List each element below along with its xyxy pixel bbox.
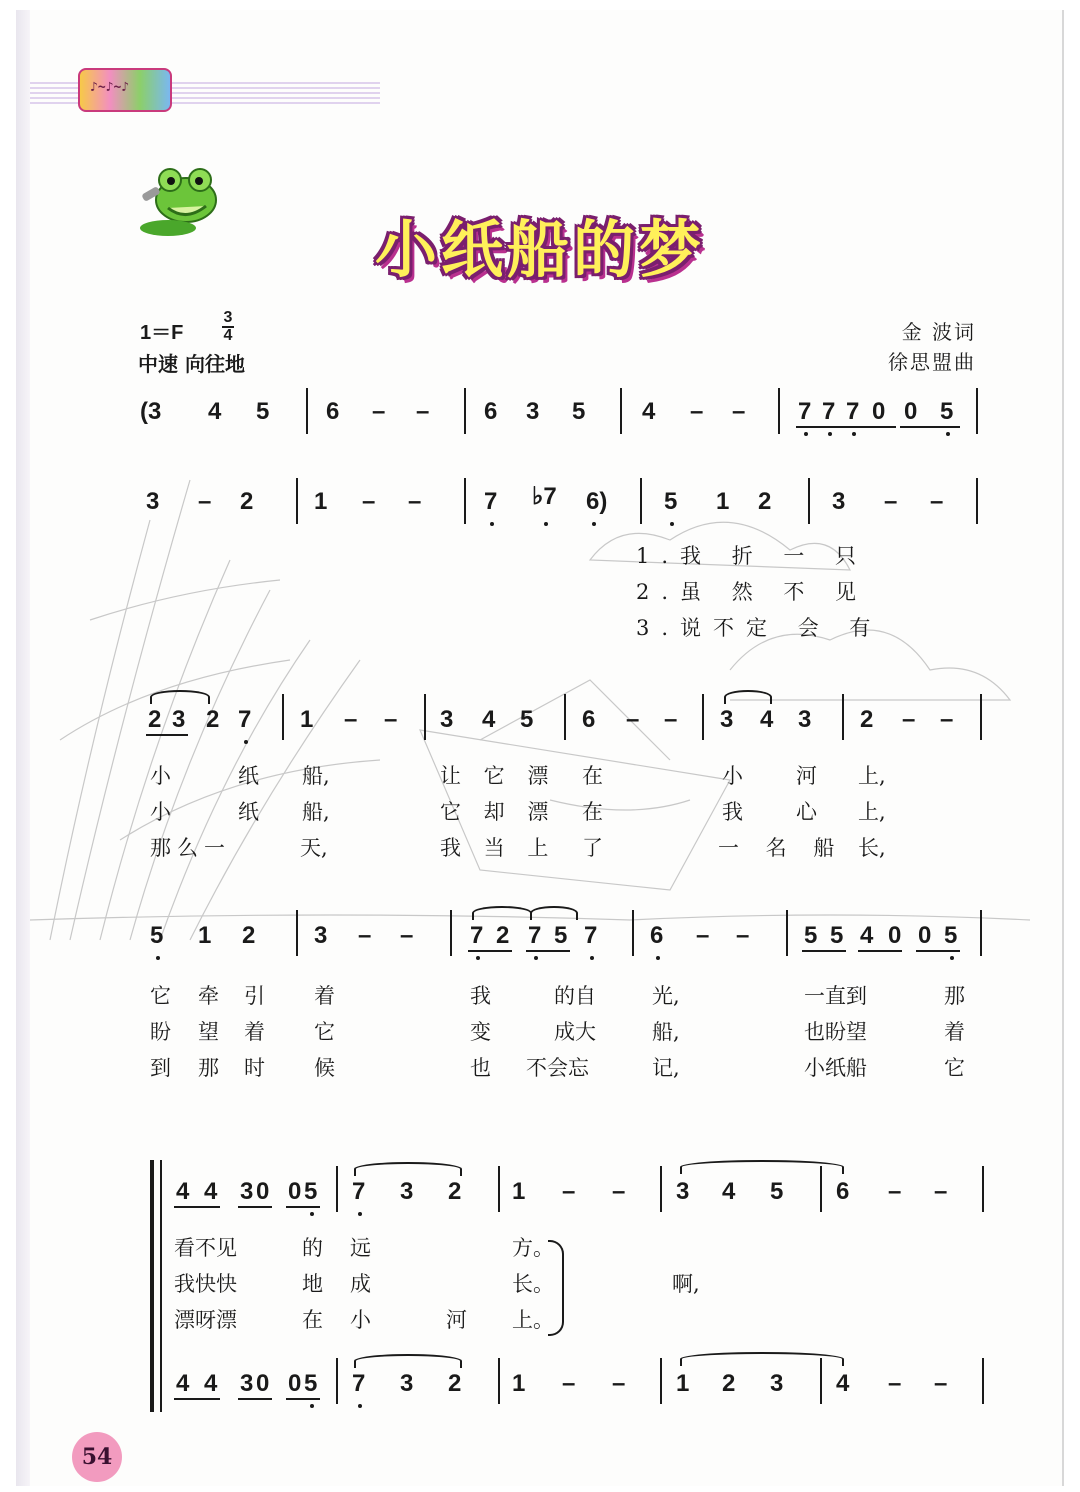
lyric: 它 bbox=[150, 984, 171, 1008]
low-octave-dot bbox=[310, 1404, 314, 1408]
lyric: 光, bbox=[652, 984, 680, 1008]
note: – bbox=[562, 1370, 576, 1397]
note: – bbox=[884, 488, 898, 515]
slur bbox=[530, 906, 578, 920]
note: 2 bbox=[860, 706, 874, 733]
lyric: 盼 bbox=[150, 1020, 171, 1044]
note: 7 bbox=[352, 1370, 366, 1397]
lyric: 时 bbox=[244, 1056, 265, 1080]
note: 5 bbox=[256, 398, 270, 425]
note: 3 bbox=[720, 706, 734, 733]
song-title: 小纸船的梦 bbox=[374, 213, 705, 286]
note: – bbox=[664, 706, 678, 733]
note: – bbox=[930, 488, 944, 515]
note: 2 bbox=[206, 706, 220, 733]
barline bbox=[820, 1358, 822, 1404]
note: – bbox=[612, 1178, 626, 1205]
underline bbox=[796, 426, 896, 428]
note: 3 bbox=[400, 1370, 414, 1397]
barline bbox=[632, 910, 634, 956]
lyric: 变 bbox=[470, 1020, 491, 1044]
barline bbox=[982, 1166, 984, 1212]
note: 0 bbox=[288, 1178, 302, 1205]
barline bbox=[660, 1358, 662, 1404]
note: 7 bbox=[798, 398, 812, 425]
barline bbox=[450, 910, 452, 956]
lyric: 一直到 bbox=[804, 984, 867, 1008]
note: 0 bbox=[918, 922, 932, 949]
note: 2 bbox=[758, 488, 772, 515]
note: 6 bbox=[836, 1178, 850, 1205]
note: 4 bbox=[176, 1370, 190, 1397]
lyric: 它 bbox=[314, 1020, 335, 1044]
verse-1-lyric: 1.我 折 一 只 bbox=[636, 544, 869, 568]
note: 4 bbox=[860, 922, 874, 949]
lyric: 我 bbox=[470, 984, 491, 1008]
composer-credit: 徐思盟曲 bbox=[888, 350, 976, 374]
note: ♭7 bbox=[532, 483, 557, 510]
underline bbox=[174, 1398, 220, 1400]
lyric: 我 bbox=[722, 800, 743, 824]
system-bracket-line bbox=[160, 1160, 162, 1412]
note: 4 bbox=[760, 706, 774, 733]
lyric: 在 bbox=[582, 764, 603, 788]
underline bbox=[286, 1398, 320, 1400]
lyric: 在 bbox=[582, 800, 603, 824]
note: 0 bbox=[256, 1370, 270, 1397]
note: 7 bbox=[846, 398, 860, 425]
lyric: 牵 bbox=[198, 984, 219, 1008]
note: 6) bbox=[586, 488, 608, 515]
note: – bbox=[934, 1178, 948, 1205]
lyric: 小 bbox=[150, 764, 171, 788]
barline bbox=[296, 910, 298, 956]
note: – bbox=[612, 1370, 626, 1397]
low-octave-dot bbox=[156, 956, 160, 960]
note: 5 bbox=[664, 488, 678, 515]
barline bbox=[296, 478, 298, 524]
low-octave-dot bbox=[946, 432, 950, 436]
note: 3 bbox=[798, 706, 812, 733]
lyric: 纸 bbox=[238, 800, 259, 824]
note: – bbox=[940, 706, 954, 733]
note: 7 bbox=[484, 488, 498, 515]
barline bbox=[640, 478, 642, 524]
lyric: 船, bbox=[302, 800, 330, 824]
verse-3-lyric: 3.说不定 会 有 bbox=[636, 616, 883, 640]
note: 7 bbox=[528, 922, 542, 949]
lyric: 我 当 上 bbox=[440, 836, 557, 860]
note: 1 bbox=[676, 1370, 690, 1397]
lyric: 上, bbox=[858, 764, 886, 788]
barline bbox=[424, 694, 426, 740]
note: 5 bbox=[520, 706, 534, 733]
low-octave-dot bbox=[852, 432, 856, 436]
barline bbox=[842, 694, 844, 740]
lyric: 着 bbox=[244, 1020, 265, 1044]
underline bbox=[916, 950, 960, 952]
note: 5 bbox=[554, 922, 568, 949]
low-octave-dot bbox=[950, 956, 954, 960]
lyric: 候 bbox=[314, 1056, 335, 1080]
note: – bbox=[902, 706, 916, 733]
lyric: 它 bbox=[944, 1056, 965, 1080]
barline bbox=[976, 388, 978, 434]
note: 5 bbox=[770, 1178, 784, 1205]
lyric: 那么一 bbox=[150, 836, 231, 860]
note: 4 bbox=[204, 1178, 218, 1205]
note: – bbox=[732, 398, 746, 425]
underline bbox=[900, 426, 960, 428]
key-signature: 1＝F bbox=[140, 322, 184, 344]
note: – bbox=[696, 922, 710, 949]
note: – bbox=[888, 1370, 902, 1397]
time-signature: 3 4 bbox=[223, 309, 233, 344]
note: 1 bbox=[198, 922, 212, 949]
note: – bbox=[626, 706, 640, 733]
barline bbox=[980, 910, 982, 956]
lyric: 纸 bbox=[238, 764, 259, 788]
note: – bbox=[690, 398, 704, 425]
slur bbox=[150, 690, 210, 704]
low-octave-dot bbox=[656, 956, 660, 960]
lyric: 地 bbox=[302, 1272, 323, 1296]
low-octave-dot bbox=[804, 432, 808, 436]
note: 4 bbox=[176, 1178, 190, 1205]
lyric: 的 bbox=[302, 1236, 323, 1260]
note: 6 bbox=[650, 922, 664, 949]
lyric: 引 bbox=[244, 984, 265, 1008]
note: 1 bbox=[314, 488, 328, 515]
note: – bbox=[400, 922, 414, 949]
barline bbox=[564, 694, 566, 740]
note: 5 bbox=[572, 398, 586, 425]
lyric: 小纸船 bbox=[804, 1056, 867, 1080]
note: 3 bbox=[676, 1178, 690, 1205]
accordion-badge-icon: ♪~♪~♪ bbox=[78, 68, 172, 112]
lyric: 了 bbox=[582, 836, 603, 860]
note: 3 bbox=[240, 1370, 254, 1397]
note: 3 bbox=[440, 706, 454, 733]
note: – bbox=[384, 706, 398, 733]
note: 0 bbox=[256, 1178, 270, 1205]
low-octave-dot bbox=[828, 432, 832, 436]
lyric: 看不见 bbox=[174, 1236, 237, 1260]
lyric: 着 bbox=[944, 1020, 965, 1044]
low-octave-dot bbox=[358, 1404, 362, 1408]
lyric: 天, bbox=[300, 836, 328, 860]
lyric: 成 bbox=[350, 1272, 371, 1296]
lyric: 小 bbox=[350, 1308, 371, 1332]
barline bbox=[976, 478, 978, 524]
underline bbox=[174, 1206, 220, 1208]
note: 4 bbox=[722, 1178, 736, 1205]
note: 2 bbox=[242, 922, 256, 949]
lyric: 着 bbox=[314, 984, 335, 1008]
note: 0 bbox=[288, 1370, 302, 1397]
underline bbox=[286, 1206, 320, 1208]
low-octave-dot bbox=[590, 956, 594, 960]
barline bbox=[498, 1358, 500, 1404]
note: 2 bbox=[148, 706, 162, 733]
lyric: 小 bbox=[150, 800, 171, 824]
interjection-lyric: 啊, bbox=[672, 1272, 700, 1296]
note: 5 bbox=[940, 398, 954, 425]
slur bbox=[724, 690, 772, 704]
page-number: 54 bbox=[72, 1432, 122, 1482]
barline bbox=[982, 1358, 984, 1404]
low-octave-dot bbox=[534, 956, 538, 960]
note: 6 bbox=[326, 398, 340, 425]
note: 2 bbox=[448, 1178, 462, 1205]
lyric: 漂呀漂 bbox=[174, 1308, 237, 1332]
verse-brace bbox=[548, 1240, 564, 1336]
low-octave-dot bbox=[476, 956, 480, 960]
note: 3 bbox=[146, 488, 160, 515]
note: 2 bbox=[496, 922, 510, 949]
note: 2 bbox=[448, 1370, 462, 1397]
underline bbox=[802, 950, 846, 952]
note: 6 bbox=[582, 706, 596, 733]
lyric: 一 名 船 bbox=[718, 836, 845, 860]
lyric: 河 bbox=[796, 764, 817, 788]
note: – bbox=[562, 1178, 576, 1205]
lyric: 它 却 漂 bbox=[440, 800, 557, 824]
note: – bbox=[358, 922, 372, 949]
note: 4 bbox=[208, 398, 222, 425]
lyric: 河 bbox=[446, 1308, 467, 1332]
barline bbox=[786, 910, 788, 956]
low-octave-dot bbox=[490, 522, 494, 526]
note: 2 bbox=[240, 488, 254, 515]
note: 1 bbox=[512, 1370, 526, 1397]
lyric: 小 bbox=[722, 764, 743, 788]
note: 7 bbox=[238, 706, 252, 733]
barline bbox=[778, 388, 780, 434]
low-octave-dot bbox=[544, 522, 548, 526]
note: 5 bbox=[944, 922, 958, 949]
note: 3 bbox=[770, 1370, 784, 1397]
lyric: 远 bbox=[350, 1236, 371, 1260]
note: 5 bbox=[150, 922, 164, 949]
barline bbox=[464, 388, 466, 434]
note: – bbox=[934, 1370, 948, 1397]
barline bbox=[464, 478, 466, 524]
lyric: 上。 bbox=[512, 1308, 554, 1332]
note: 6 bbox=[484, 398, 498, 425]
lyricist-credit: 金 波词 bbox=[901, 320, 976, 344]
note: – bbox=[344, 706, 358, 733]
lyric: 记, bbox=[652, 1056, 680, 1080]
note: – bbox=[198, 488, 212, 515]
lyric: 也 bbox=[470, 1056, 491, 1080]
tempo-marking: 中速 向往地 bbox=[138, 352, 245, 376]
barline bbox=[282, 694, 284, 740]
low-octave-dot bbox=[358, 1212, 362, 1216]
underline bbox=[858, 950, 902, 952]
lyric: 的自 bbox=[554, 984, 596, 1008]
low-octave-dot bbox=[244, 740, 248, 744]
note: 4 bbox=[642, 398, 656, 425]
note: 0 bbox=[904, 398, 918, 425]
note: 5 bbox=[304, 1178, 318, 1205]
note: 1 bbox=[512, 1178, 526, 1205]
lyric: 让 它 漂 bbox=[440, 764, 557, 788]
barline bbox=[808, 478, 810, 524]
lyric: 那 bbox=[198, 1056, 219, 1080]
note: 1 bbox=[300, 706, 314, 733]
lyric: 方。 bbox=[512, 1236, 554, 1260]
lyric: 我快快 bbox=[174, 1272, 237, 1296]
note: 1 bbox=[716, 488, 730, 515]
lyric: 长, bbox=[858, 836, 886, 860]
lyric: 成大 bbox=[554, 1020, 596, 1044]
note: 7 bbox=[822, 398, 836, 425]
lyric: 不会忘 bbox=[526, 1056, 589, 1080]
lyric: 在 bbox=[302, 1308, 323, 1332]
note: 5 bbox=[804, 922, 818, 949]
lyric: 也盼望 bbox=[804, 1020, 867, 1044]
note: 5 bbox=[830, 922, 844, 949]
barline bbox=[306, 388, 308, 434]
note: 4 bbox=[204, 1370, 218, 1397]
lyric: 长。 bbox=[512, 1272, 554, 1296]
note: – bbox=[408, 488, 422, 515]
underline bbox=[146, 734, 188, 736]
underline bbox=[468, 950, 512, 952]
note: – bbox=[736, 922, 750, 949]
lyric: 望 bbox=[198, 1020, 219, 1044]
barline bbox=[620, 388, 622, 434]
note: – bbox=[888, 1178, 902, 1205]
note: 3 bbox=[832, 488, 846, 515]
note: 3 bbox=[240, 1178, 254, 1205]
underline bbox=[238, 1398, 272, 1400]
lyric: 那 bbox=[944, 984, 965, 1008]
barline bbox=[336, 1358, 338, 1404]
note: 3 bbox=[526, 398, 540, 425]
lyric: 到 bbox=[150, 1056, 171, 1080]
barline bbox=[336, 1166, 338, 1212]
note: – bbox=[416, 398, 430, 425]
barline bbox=[660, 1166, 662, 1212]
low-octave-dot bbox=[670, 522, 674, 526]
note: – bbox=[362, 488, 376, 515]
barline bbox=[980, 694, 982, 740]
underline bbox=[238, 1206, 272, 1208]
barline bbox=[820, 1166, 822, 1212]
note: 7 bbox=[470, 922, 484, 949]
underline bbox=[526, 950, 570, 952]
note: (3 bbox=[140, 398, 162, 425]
slur bbox=[354, 1354, 462, 1368]
slur bbox=[354, 1162, 462, 1176]
note: 3 bbox=[314, 922, 328, 949]
low-octave-dot bbox=[592, 522, 596, 526]
note: 5 bbox=[304, 1370, 318, 1397]
note: 7 bbox=[352, 1178, 366, 1205]
note: 3 bbox=[172, 706, 186, 733]
note: – bbox=[372, 398, 386, 425]
lyric: 船, bbox=[302, 764, 330, 788]
note: 0 bbox=[888, 922, 902, 949]
verse-2-lyric: 2.虽 然 不 见 bbox=[636, 580, 869, 604]
note: 0 bbox=[872, 398, 886, 425]
lyric: 上, bbox=[858, 800, 886, 824]
note: 2 bbox=[722, 1370, 736, 1397]
barline bbox=[498, 1166, 500, 1212]
lyric: 心 bbox=[796, 800, 817, 824]
barline bbox=[702, 694, 704, 740]
note: 3 bbox=[400, 1178, 414, 1205]
note: 4 bbox=[482, 706, 496, 733]
low-octave-dot bbox=[310, 1212, 314, 1216]
note: 7 bbox=[584, 922, 598, 949]
note: 4 bbox=[836, 1370, 850, 1397]
lyric: 船, bbox=[652, 1020, 680, 1044]
slur bbox=[472, 906, 532, 920]
